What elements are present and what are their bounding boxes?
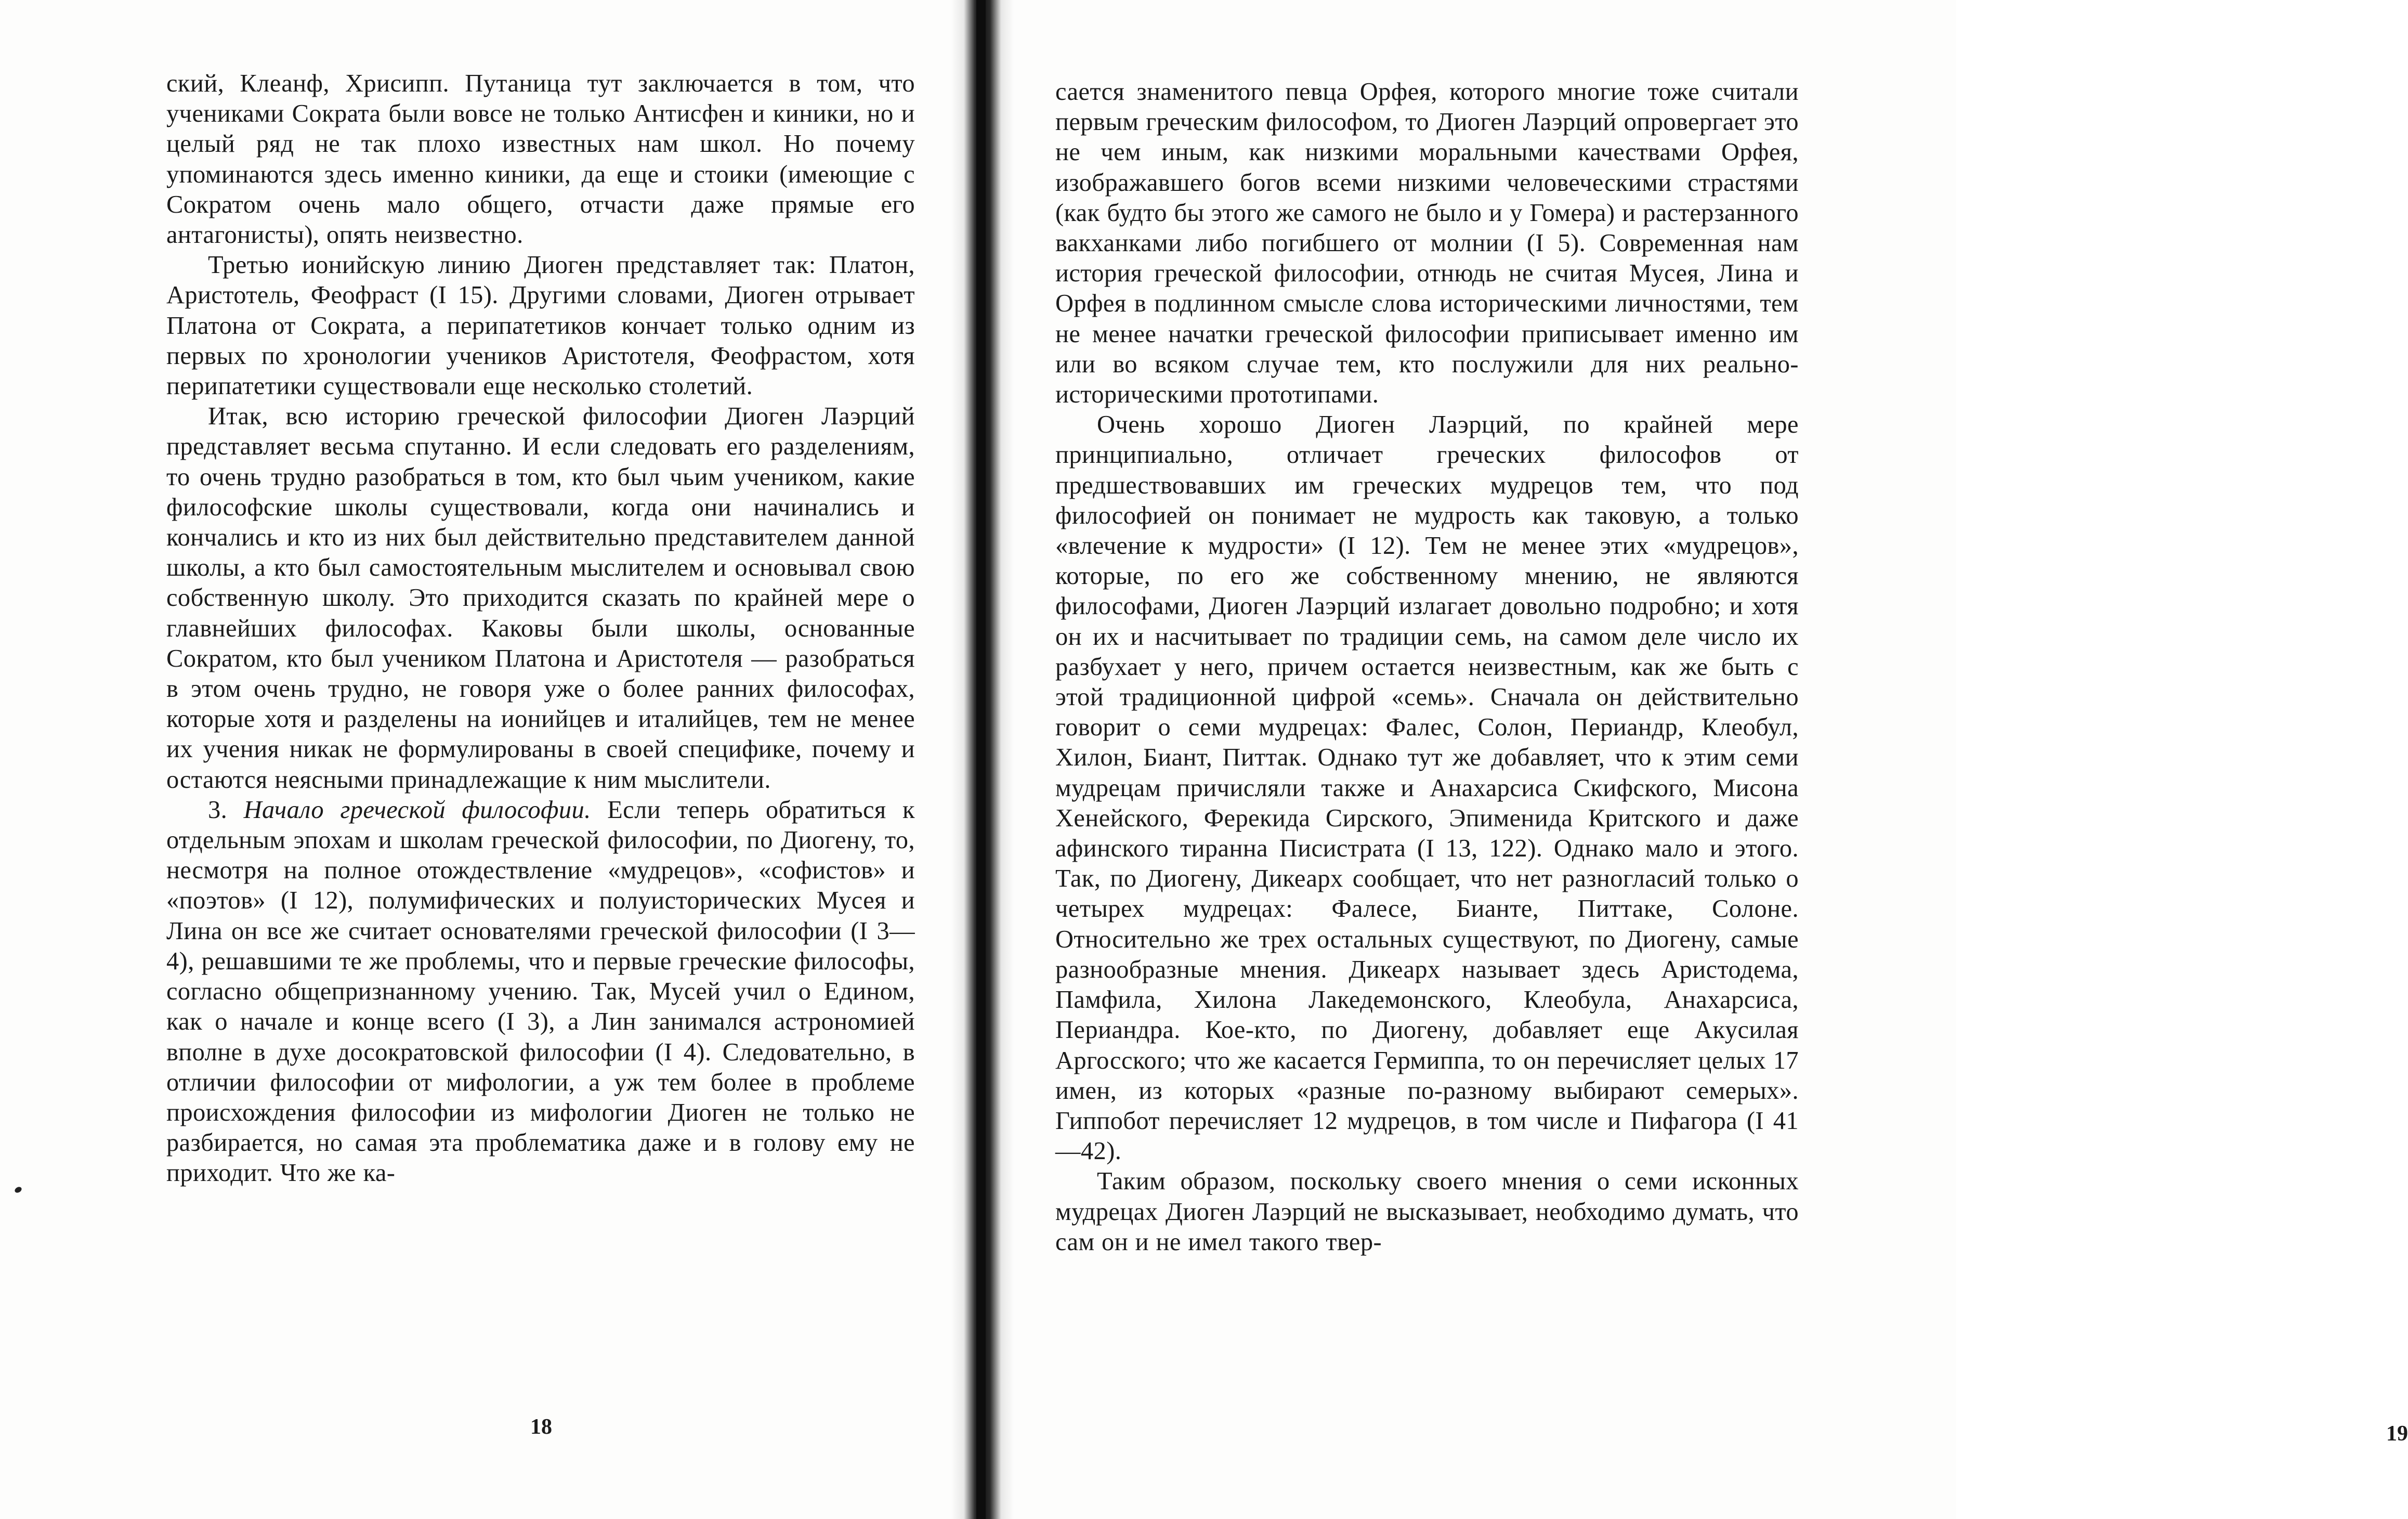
paragraph: Таким образом, поскольку своего мнения о семи исконных мудрецах Диоген Лаэрций не высказывает, необходимо думать, что сам он и не имел такого твер-: [1055, 1167, 1799, 1256]
paragraph: Очень хорошо Диоген Лаэрций, по крайней мере принципиально, отличает греческих философов от предшествовавших им греческих мудрецов тем, что под философией он понимает не мудрость как таковую, а только «влечение к мудрости» (I 12). Тем не менее этих «мудрецов», которые, по его же собственному мнению, не являются философами, Диоген Лаэрций излагает довольно подробно; и хотя он их и насчитывает по традиции семь, на самом деле число их разбухает у него, причем остается неизвестным, как же быть с этой традиционной цифрой «семь». Сначала он действительно говорит о семи мудрецах: Фалес, Солон, Периандр, Клеобул, Хилон, Биант, Питтак. Однако тут же добавляет, что к этим семи мудрецам причисляли также и Анахарсиса Скифского, Мисона Хенейского, Ферекида Сирского, Эпименида Критского и даже афинского тиранна Писистрата (I 13, 122). Однако мало и этого. Так, по Диогену, Дикеарх сообщает, что нет разногласий только о четырех мудрецах: Фалесе, Бианте, Питтаке, Солоне. Относительно же трех остальных существуют, по Диогену, самые разнообразные мнения. Дикеарх называет здесь Аристодема, Памфила, Хилона Лакедемонского, Клеобула, Анахарсиса, Периандра. Кое-кто, по Диогену, добавляет еще Акусилая Аргосского; что же касается Гермиппа, то он перечисляет целых 17 имен, из которых «разные по-разному выбирают семерых». Гиппобот перечисляет 12 мудрецов, в том числе и Пифагора (I 41—42).: [1055, 411, 1799, 1165]
paragraph: сается знаменитого певца Орфея, которого многие тоже считали первым греческим философом, то Диоген Лаэрций опровергает это не чем иным, как низкими моральными качествами Орфея, изображавшего богов всеми низкими человеческими страстями (как будто бы этого же самого не было и у Гомера) и растерзанного вакханками либо погибшего от молнии (I 5). Современная нам история греческой философии, отнюдь не считая Мусея, Лина и Орфея в подлинном смысле слова историческими личностями, тем не менее начатки греческой философии приписывает именно им или во всяком случае тем, кто послужили для них реально-историческими прототипами.: [1055, 78, 1799, 409]
section-text: Если теперь обратиться к отдельным эпохам и школам греческой философии, по Диогену, то, несмотря на полное отождествление «мудрецов», «софистов» и «поэтов» (I 12), полумифических и полуисторических Мусея и Лина он все же считает основателями греческой философии (I 3—4), решавшими те же проблемы, что и первые греческие философы, согласно общепризнанному учению. Так, Мусей учил о Едином, как о начале и конце всего (I 3), а Лин занимался астрономией вполне в духе досократовской философии (I 4). Следовательно, в отличии философии от мифологии, а уж тем более в проблеме происхождения философии из мифологии Диоген не только не разбирается, но самая эта проблематика даже и в голову ему не приходит. Что же ка-: [166, 796, 915, 1187]
left-page: [0, 0, 967, 1519]
page-number: 18: [530, 1415, 552, 1439]
section-title: Начало греческой философии.: [243, 796, 591, 824]
paragraph: Третью ионийскую линию Диоген представляет так: Платон, Аристотель, Феофраст (I 15). Другими словами, Диоген отрывает Платона от Сократа, а перипатетиков кончает только одним из первых по хронологии учеников Аристотеля, Феофрастом, хотя перипатетики существовали еще несколько столетий.: [166, 251, 915, 400]
section-number: 3.: [208, 796, 228, 824]
page-number: 19: [2386, 1422, 2408, 1446]
right-page-body: [1055, 77, 1799, 1257]
left-page-body: [166, 69, 915, 1189]
section-paragraph: [166, 795, 915, 1189]
paragraph: Итак, всю историю греческой философии Диоген Лаэрций представляет весьма спутанно. И если следовать его разделениям, то очень трудно разобраться в том, кто был чьим учеником, какие философские школы существовали, когда они начинались и кончались и кто из них был действительно представителем данной школы, а кто был самостоятельным мыслителем и основывал свою собственную школу. Это приходится сказать по крайней мере о главнейших философах. Каковы были школы, основанные Сократом, кто был учеником Платона и Аристотеля — разобраться в этом очень трудно, не говоря уже о более ранних философах, которые хотя и разделены на ионийцев и италийцев, тем не менее их учения никак не формулированы в своей специфике, почему и остаются неясными принадлежащие к ним мыслители.: [166, 403, 915, 794]
paragraph: ский, Клеанф, Хрисипп. Путаница тут заключается в том, что учениками Сократа были вовсе не только Антисфен и киники, но и целый ряд не так плохо известных нам школ. Но почему упоминаются здесь именно киники, да еще и стоики (имеющие с Сократом очень мало общего, отчасти даже прямые его антагонисты), опять неизвестно.: [166, 70, 915, 249]
